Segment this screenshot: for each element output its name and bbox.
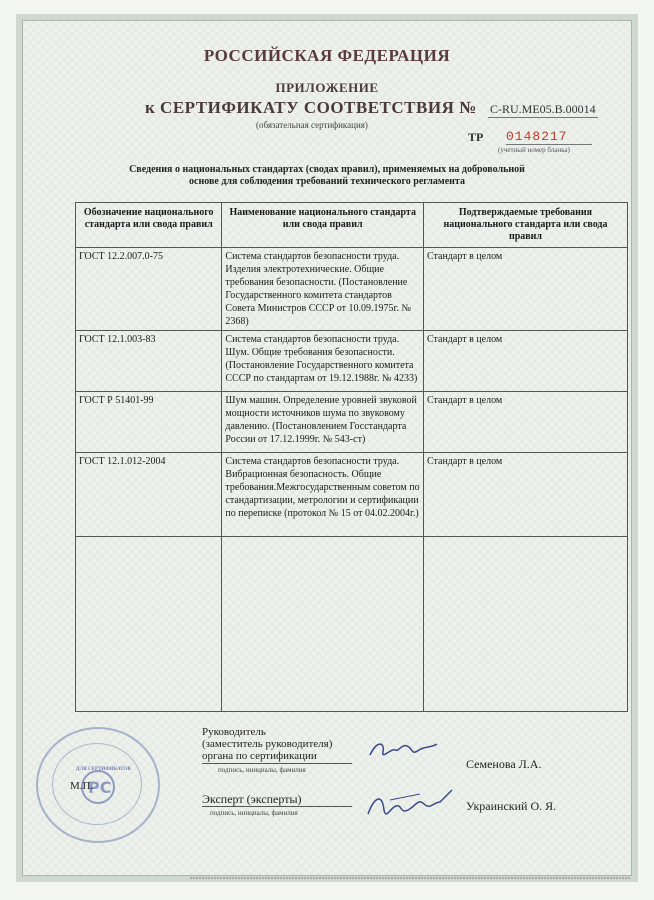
cell-name: Система стандартов безопасности труда. Вибрационная безопасность. Общие требования.Межгосударственным советом по стандартизации, метрологии и сертификации по переписке (протокол № 15 от 04.02.2004г.) (222, 453, 424, 537)
head-label-3: органа по сертификации (202, 750, 317, 762)
header-name: Наименование национального стандарта или свода правил (222, 203, 424, 248)
head-name: Семенова Л.А. (466, 757, 542, 771)
seal-stamp (36, 727, 160, 843)
cell-code: ГОСТ 12.2.007.0-75 (76, 248, 222, 331)
head-label-1: Руководитель (202, 726, 266, 738)
cell-code: ГОСТ 12.1.003-83 (76, 331, 222, 392)
cell-code: ГОСТ 12.1.012-2004 (76, 453, 222, 537)
cell-empty (423, 537, 627, 712)
table-row (76, 248, 628, 331)
certificate-title: к СЕРТИФИКАТУ СООТВЕТСТВИЯ № (145, 98, 477, 117)
svg-text:РС: РС (88, 778, 112, 797)
stamp-text: ДЛЯ СЕРТИФИКАТОВ (76, 767, 131, 772)
expert-signature-line (202, 806, 352, 807)
head-signature-line (202, 763, 352, 764)
table-row (76, 453, 628, 537)
cell-name: Система стандартов безопасности труда. Шум. Общие требования безопасности. (Постановление Государственного комитета СССР по стандартам от 19.12.1988г. № 4233) (222, 331, 424, 392)
expert-label: Эксперт (эксперты) (202, 792, 302, 806)
cell-name: Шум машин. Определение уровней звуковой мощности источников шума по звуковому давлению. (Постановлением Госстандарта России от 17.12.1999г. № 543-ст) (222, 392, 424, 453)
expert-signature-icon (360, 780, 460, 830)
country-title: РОССИЙСКАЯ ФЕДЕРАЦИЯ (203, 46, 451, 65)
certificate-number: C-RU.ME05.B.00014 (490, 102, 596, 116)
table-row (76, 392, 628, 453)
obligatory-note: (обязательная сертификация) (256, 120, 368, 130)
cell-name: Система стандартов безопасности труда. Изделия электротехнические. Общие требования безопасности. (Постановление Государственного комитета стандартов Совета Министров СССР от 10.09.1975г. № 2368) (222, 248, 424, 331)
table-header-row (76, 203, 628, 248)
cell-empty (222, 537, 424, 712)
document-content (28, 30, 626, 712)
cell-requirements: Стандарт в целом (423, 453, 627, 537)
header-code: Обозначение национального стандарта или свода правил (76, 203, 222, 248)
footer-microprint (190, 876, 630, 880)
tp-number: 0148217 (506, 129, 592, 145)
table-row (76, 331, 628, 392)
cell-requirements: Стандарт в целом (423, 392, 627, 453)
head-label-2: (заместитель руководителя) (202, 738, 333, 750)
seal-place-label: М.П. (70, 780, 94, 792)
tp-caption: (учетный номер бланка) (498, 146, 570, 154)
intro-line-1: Сведения о национальных стандартах (сводах правил), применяемых на добровольной (129, 164, 525, 175)
intro-text (28, 164, 626, 188)
header-requirements: Подтверждаемые требования национального стандарта или свода правил (423, 203, 627, 248)
intro-line-2: основе для соблюдения требований технического регламента (189, 176, 465, 187)
cell-requirements: Стандарт в целом (423, 248, 627, 331)
cell-requirements: Стандарт в целом (423, 331, 627, 392)
appendix-title: ПРИЛОЖЕНИЕ (275, 80, 379, 95)
cell-code: ГОСТ Р 51401-99 (76, 392, 222, 453)
head-signature-icon (365, 730, 445, 770)
certificate-line (28, 98, 626, 120)
tp-line (28, 129, 626, 154)
standards-table (75, 202, 628, 712)
cell-empty (76, 537, 222, 712)
tp-label: ТР (468, 130, 484, 144)
expert-name: Украинский О. Я. (466, 799, 557, 813)
head-caption: подпись, инициалы, фамилия (218, 766, 306, 774)
seal-emblem-icon (38, 729, 158, 841)
expert-caption: подпись, инициалы, фамилия (210, 809, 298, 817)
table-blank-row (76, 537, 628, 712)
